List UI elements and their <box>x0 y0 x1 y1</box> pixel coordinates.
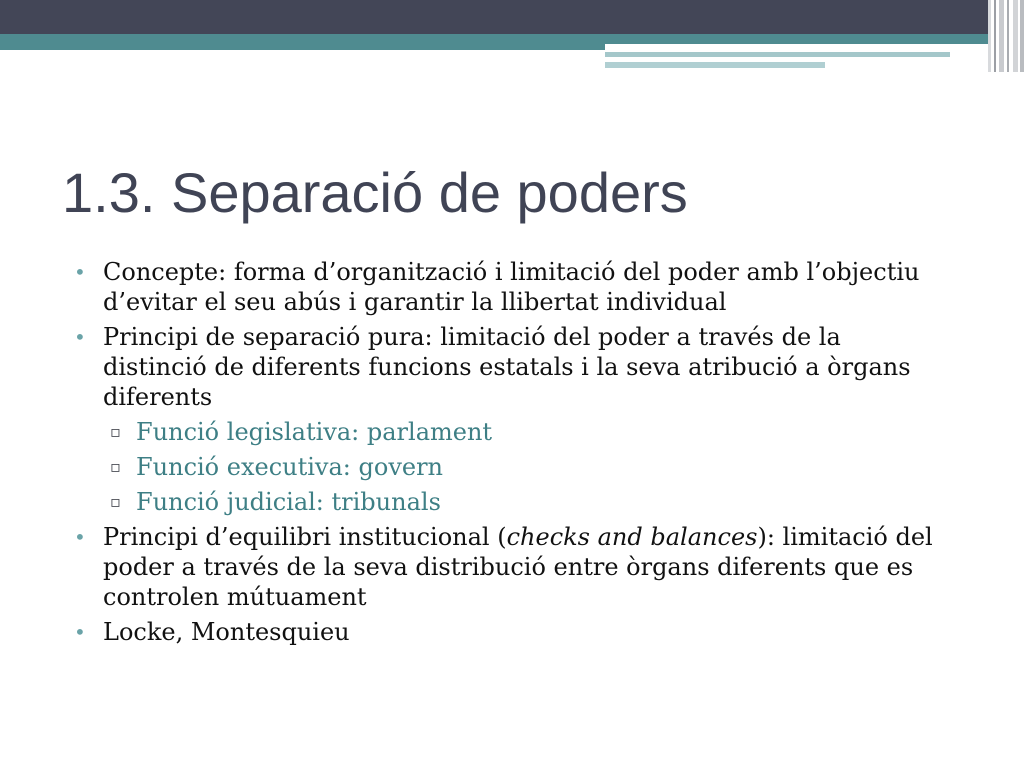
bullet-text-line: poder a través de la seva distribució entre òrgans diferents que es <box>103 553 914 581</box>
bullet-text-line: diferents <box>103 383 213 411</box>
header-dark-band <box>0 0 988 34</box>
slide-body <box>0 257 1024 647</box>
bullet-text-line: Principi de separació pura: limitació del poder a través de la <box>103 323 841 351</box>
bullet-icon: • <box>74 620 86 644</box>
subitem-executiva <box>0 452 1024 482</box>
square-bullet-icon: ▫ <box>110 492 121 511</box>
square-bullet-icon: ▫ <box>110 422 121 441</box>
bullet-separacio-pura <box>0 322 1024 412</box>
bullet-text-line <box>103 522 1024 552</box>
subitem-judicial <box>0 487 1024 517</box>
bullet-text-line: Locke, Montesquieu <box>103 618 350 646</box>
subitem-text: Funció executiva: govern <box>136 453 444 481</box>
bullet-icon: • <box>74 325 86 349</box>
subitem-legislativa <box>0 417 1024 447</box>
bullet-autors <box>0 617 1024 647</box>
bullet-text-line: d’evitar el seu abús i garantir la llibertat individual <box>103 288 727 316</box>
bullet-text-line: Concepte: forma d’organització i limitació del poder amb l’objectiu <box>103 258 920 286</box>
header-teal-band-right <box>605 34 988 44</box>
header-accent-line-short <box>605 62 825 68</box>
bullet-icon: • <box>74 525 86 549</box>
header-vertical-stripes <box>988 0 1024 72</box>
bullet-text-line: distinció de diferents funcions estatals i la seva atribució a òrgans <box>103 353 911 381</box>
bullet-text-line: controlen mútuament <box>103 583 367 611</box>
bullet-concepte <box>0 257 1024 317</box>
square-bullet-icon: ▫ <box>110 457 121 476</box>
header-teal-band <box>0 34 605 50</box>
subitem-text: Funció judicial: tribunals <box>136 488 441 516</box>
bullet-icon: • <box>74 260 86 284</box>
bullet-text-pre: Principi d’equilibri institucional ( <box>103 523 507 551</box>
slide-title: 1.3. Separació de poders <box>62 161 688 224</box>
bullet-text-post: ): limitació del <box>757 523 933 551</box>
bullet-text-italic: checks and balances <box>506 523 758 551</box>
header-accent-line <box>605 52 950 57</box>
subitem-text: Funció legislativa: parlament <box>136 418 493 446</box>
bullet-equilibri-institucional <box>0 522 1024 612</box>
